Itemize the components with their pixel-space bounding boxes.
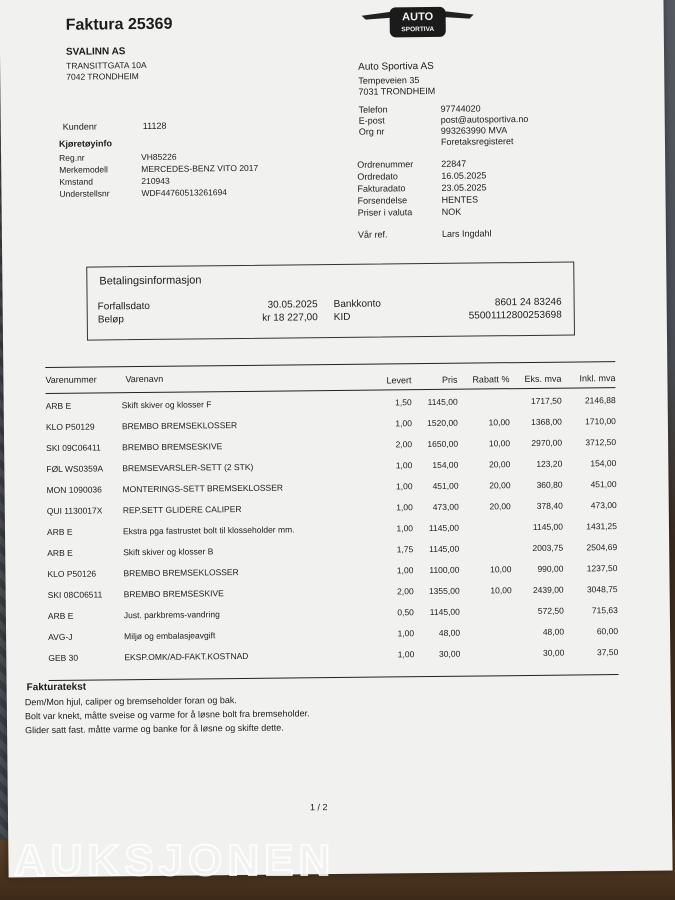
cell-rabatt: 10,00 [488,438,511,449]
col-header-levert: Levert [386,375,412,386]
cell-rabatt: 20,00 [489,480,511,491]
cell-varenummer: GEB 30 [48,652,79,664]
cell-inkl-mva: 1237,50 [586,563,618,574]
contact-label: E-post [358,115,385,126]
cell-varenavn: REP.SETT GLIDERE CALIPER [122,503,242,516]
cell-inkl-mva: 3712,50 [585,437,617,448]
cell-eks-mva: 1145,00 [532,521,564,532]
cell-pris: 1145,00 [429,606,460,618]
cell-varenavn: Ekstra pga fastrustet bolt til klosseholder mm. [122,524,295,537]
cell-inkl-mva: 473,00 [590,500,617,511]
cell-rabatt: 20,00 [488,459,511,470]
cell-levert: 1,00 [395,418,412,429]
company-address: Tempeveien 35 [358,75,420,86]
cell-levert: 2,00 [395,439,413,450]
order-value: NOK [441,206,462,217]
svg-text:AUTO: AUTO [402,10,434,24]
cell-levert: 1,00 [397,628,415,639]
notes-heading: Fakturatekst [26,681,87,694]
bank-account-label: Bankkonto [333,298,381,311]
cell-varenavn: Skift skiver og klosser B [123,546,214,558]
col-header-varenummer: Varenummer [45,374,97,386]
payment-info-box [86,261,575,340]
cell-pris: 154,00 [432,459,459,470]
customer-number-value: 11128 [142,120,167,132]
cell-rabatt: 20,00 [489,501,511,512]
cell-pris: 30,00 [438,648,461,659]
col-header-rabatt: Rabatt % [472,374,510,385]
cell-rabatt [464,648,512,649]
cell-varenavn: BREMSEVARSLER-SETT (2 STK) [122,461,254,474]
notes-line: Dem/Mon hjul, caliper og bremseholder foran og bak. [24,695,237,708]
cell-eks-mva: 1368,00 [531,416,562,427]
cell-varenummer: AVG-J [48,631,73,643]
cell-varenummer: SKI 09C06411 [46,442,101,454]
cell-levert: 1,00 [395,460,413,471]
amount-label: Beløp [97,314,124,326]
cell-rabatt [462,396,510,397]
cell-eks-mva: 1717,50 [530,395,562,406]
cell-varenummer: ARB E [45,400,72,412]
order-value: 23.05.2025 [441,182,487,193]
cell-levert: 1,00 [396,565,414,576]
cell-varenummer: MON 1090036 [46,484,102,496]
cell-eks-mva: 990,00 [537,563,564,574]
cell-rabatt [463,543,511,544]
order-label: Forsendelse [357,195,408,206]
cell-rabatt [464,627,512,628]
page-number: 1 / 2 [309,802,328,813]
cell-levert: 2,00 [397,586,414,597]
order-label: Ordrenummer [357,159,414,170]
cell-varenummer: ARB E [46,526,73,538]
contact-value: post@autosportiva.no [440,113,529,125]
col-header-varenavn: Varenavn [125,373,164,385]
notes-line: Glider satt fast. måtte varme og banke for å løsne og skifte dette. [25,722,284,736]
svg-text:SPORTIVA: SPORTIVA [401,25,435,34]
reference-value: Lars Ingdahl [441,228,492,239]
company-name: Auto Sportiva AS [358,60,434,73]
cell-pris: 1355,00 [428,585,460,597]
amount-value: kr 18 227,00 [262,312,318,324]
customer-name: SVALINN AS [65,46,126,58]
cell-rabatt [464,606,512,607]
cell-pris: 1145,00 [429,543,460,555]
cell-levert: 1,00 [396,523,414,534]
notes-line: Bolt var knekt, måtte sveise og varme for å løsne bolt fra bremseholder. [24,708,310,722]
cell-inkl-mva: 2146,88 [584,395,616,406]
col-header-inkl-mva: Inkl. mva [579,373,616,384]
order-value: 22847 [441,158,467,169]
order-value: 16.05.2025 [441,170,487,181]
cell-eks-mva: 360,80 [536,479,563,490]
vehicle-label: Merkemodell [59,164,108,175]
order-label: Priser i valuta [357,207,413,218]
vehicle-label: Understellsnr [59,188,110,199]
auksjonen-watermark: AUKSJONEN [14,836,336,885]
company-postal: 7031 TRONDHEIM [358,85,436,97]
table-bottom-rule [49,674,619,681]
cell-pris: 1520,00 [427,417,458,429]
kid-value: 55001112800253698 [468,309,562,322]
cell-levert: 1,00 [396,502,413,513]
cell-pris: 451,00 [432,480,459,491]
cell-inkl-mva: 60,00 [596,626,619,637]
cell-varenummer: ARB E [47,547,73,559]
order-label: Fakturadato [357,183,406,194]
cell-varenavn: MONTERINGS-SETT BREMSEKLOSSER [122,482,284,495]
cell-varenummer: FØL WS0359A [46,463,104,475]
table-header-rule [46,387,616,394]
vehicle-value: 210943 [141,175,170,187]
cell-pris: 1145,00 [427,396,458,408]
cell-rabatt: 10,00 [490,585,512,596]
cell-eks-mva: 123,20 [536,458,563,469]
cell-inkl-mva: 154,00 [590,458,617,469]
payment-heading: Betalingsinformasjon [99,274,202,288]
reference-label: Vår ref. [357,229,388,240]
cell-varenavn: Skift skiver og klosser F [121,399,212,411]
invoice-title: Faktura 25369 [65,15,173,34]
vehicle-label: Kmstand [59,176,93,187]
cell-varenavn: BREMBO BREMSESKIVE [123,588,224,600]
customer-postal: 7042 TRONDHEIM [66,71,139,82]
contact-value: Foretaksregisteret [440,136,514,147]
vehicle-value: VH85226 [141,151,177,163]
cell-inkl-mva: 1431,25 [586,521,618,532]
cell-pris: 1145,00 [428,522,460,534]
cell-eks-mva: 378,40 [536,500,563,511]
vehicle-label: Reg.nr [59,152,85,163]
cell-rabatt: 10,00 [488,417,510,428]
cell-levert: 0,50 [397,607,414,618]
cell-pris: 1650,00 [427,438,459,450]
cell-varenummer: KLO P50129 [45,421,95,433]
cell-pris: 48,00 [438,627,461,638]
contact-label: Org nr [358,126,385,137]
cell-varenavn: Just. parkbrems-vandring [123,609,220,621]
cell-eks-mva: 30,00 [542,647,565,658]
cell-varenavn: EKSP.OMK/AD-FAKT.KOSTNAD [124,650,249,663]
cell-eks-mva: 48,00 [542,626,565,637]
contact-label: Telefon [358,104,388,115]
cell-pris: 473,00 [432,501,459,512]
vehicle-value: WDF44760513261694 [141,187,228,199]
cell-inkl-mva: 715,63 [591,605,618,616]
contact-value: 993263990 MVA [440,125,508,136]
cell-eks-mva: 2970,00 [531,437,563,448]
cell-varenummer: SKI 08C06511 [47,589,103,601]
cell-rabatt [463,522,511,523]
cell-varenavn: BREMBO BREMSEKLOSSER [121,420,238,432]
vehicle-heading: Kjøretøyinfo [58,138,112,149]
bank-account-value: 8601 24 83246 [494,296,562,309]
cell-varenummer: KLO P50126 [47,568,97,580]
cell-varenummer: QUI 1130017X [46,505,103,517]
customer-number-label: Kundenr [62,121,97,132]
col-header-eks-mva: Eks. mva [524,373,562,385]
due-date-value: 30.05.2025 [267,299,318,311]
cell-levert: 1,75 [396,544,414,555]
cell-varenavn: Miljø og embalasjeavgift [124,630,216,642]
auto-sportiva-logo [360,5,476,40]
table-top-rule [45,361,615,368]
cell-inkl-mva: 3048,75 [586,584,618,595]
cell-inkl-mva: 1710,00 [585,416,616,427]
cell-inkl-mva: 37,50 [596,647,619,658]
order-value: HENTES [441,194,479,205]
cell-levert: 1,00 [397,649,415,660]
cell-pris: 1100,00 [429,564,460,576]
cell-eks-mva: 572,50 [537,605,564,616]
customer-address: TRANSITTGATA 10A [66,59,147,71]
kid-label: KID [333,311,351,324]
contact-value: 97744020 [440,103,481,114]
cell-levert: 1,00 [395,481,413,492]
vehicle-value: MERCEDES-BENZ VITO 2017 [141,162,259,175]
cell-inkl-mva: 2504,69 [586,542,618,553]
cell-eks-mva: 2439,00 [532,584,564,595]
cell-levert: 1,50 [395,397,412,408]
cell-varenavn: BREMBO BREMSEKLOSSER [123,567,239,579]
order-label: Ordredato [357,171,398,182]
cell-varenummer: ARB E [47,610,74,622]
cell-varenavn: BREMBO BREMSESKIVE [122,441,223,453]
cell-eks-mva: 2003,75 [532,542,564,553]
cell-inkl-mva: 451,00 [590,479,617,490]
col-header-pris: Pris [441,374,458,385]
cell-rabatt: 10,00 [490,564,512,575]
due-date-label: Forfallsdato [97,300,150,313]
